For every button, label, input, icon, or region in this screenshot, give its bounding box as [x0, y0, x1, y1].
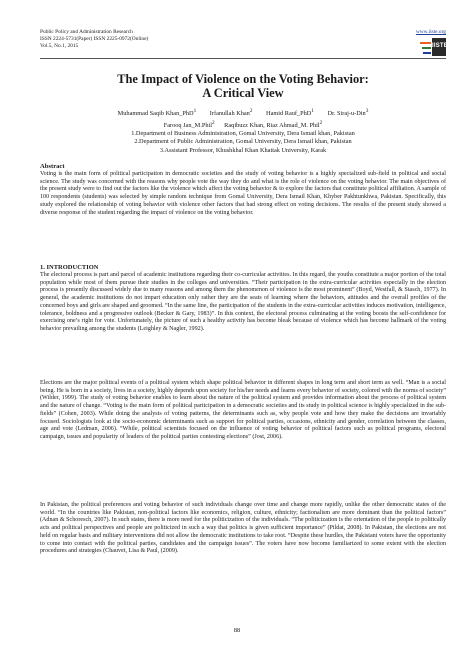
- journal-url-link[interactable]: www.iiste.org: [415, 29, 446, 35]
- author-sup: 2: [211, 119, 215, 126]
- author-sup: 3: [365, 108, 369, 114]
- abstract-heading: Abstract: [40, 163, 65, 170]
- intro-paragraph-2: Elections are the major political events of a political system which shape political behavior in different shapes in long term and short term as well. “Man is a social being. He is born in a society, lives in a society, highly depends upon society for his/her needs and learns every behavior of society, colored with the norms of society” (Wilder, 1999). The study of voting behavior enables to learn about the nature of the political system and provides information about the process of political system and the nature of change. “Voting is the main form of political participation in a democratic societies and its study in political science is highly specialized in the sub-fields” (Cohen, 2003). While doing the analysis of voting patterns, the determinants such as, why people vote and how they make the decisions are invariably focused. Sociologists look at the socio-economic determinants such as support for political parties, occasions, ethnicity and gender, correlation between the classes, age and vote (Ledman, 2006). “While, political scientists focused on the influence of voting behavior of political factors such as political programs, electoral campaign, issues and popularity of leaders of the political parties contesting elections” (Jost, 2006).: [40, 380, 446, 440]
- page-number: 88: [233, 627, 241, 634]
- journal-issn: ISSN 2224-5731(Paper) ISSN 2225-0972(Online): [40, 36, 149, 42]
- author-name: Irfanullah Khan: [209, 110, 250, 118]
- author-block: [40, 107, 446, 155]
- affiliation-3: 3.Assistant Professor, Khushkhal Khan Khattak University, Karak: [159, 146, 327, 154]
- section-heading-introduction: 1. INTRODUCTION: [40, 264, 99, 271]
- author-name: Raqibuzz Khan, Riaz Ahmad_M. Phil: [224, 121, 320, 129]
- author-sup: 1: [193, 108, 197, 114]
- author-sup: 1: [311, 108, 314, 114]
- logo-text: IISTE: [432, 43, 449, 49]
- abstract-text: Voting is the main form of political participation in democratic societies and the study of voting behavior is a highly specialized sub-field in political and social science. The study was concerned with the reasons why people vote the way they do and what is the role of violence on the voting behavior. The main objectives of the present study were to find out the factors like the violence which affect the voting behavior & to explore the factors that constitute political affiliation. A sample of 100 respondents (students) was selected by simple random technique from Gomal University, Dera Ismail Khan, Khyber Pakhtunkhwa, Pakistan. Specifically, this study explored the relationship of voting behavior with violence other factors that had strong effect on voting decisions. The results of the present study showed a diverse response of the student regarding the impact of violence on the voting behavior.: [40, 171, 446, 216]
- author-name: Hamid Rauf_PhD: [266, 110, 312, 118]
- affiliation-1: 1.Department of Business Administration, Gomal University, Dera Ismail khan, Pakistan: [131, 130, 355, 137]
- journal-header: [40, 29, 148, 50]
- author-row-1: [40, 107, 446, 119]
- journal-volume: Vol.5, No.1, 2015: [40, 43, 79, 49]
- header-divider: [40, 58, 446, 59]
- journal-url-block: [416, 29, 446, 36]
- title-line-2: A Critical View: [202, 86, 284, 100]
- author-name: Dr. Siraj-u-Din: [327, 110, 366, 118]
- author-name: Farooq Jan_M.Phil: [163, 121, 212, 129]
- author-sup: 2: [249, 108, 253, 114]
- affiliation-2: 2.Department of Public Administration, Gomal University, Dera Ismail khan, Pakistan: [134, 138, 352, 146]
- journal-name: Public Policy and Administration Research: [40, 29, 133, 35]
- iiste-logo: [420, 38, 449, 58]
- paper-title: [40, 72, 446, 100]
- title-line-1: The Impact of Violence on the Voting Behavior:: [117, 72, 369, 86]
- intro-paragraph-1: The electoral process is part and parcel of academic institutions regarding their co-curricular activities. In this regard, the youths constitute a major portion of the total population while most of them pursue their studies in the colleges and universities. “Their participation in the extra-curricular activities especially in the election process is presently discussed widely due to many reasons and among them the phenomenon of violence is the most prominent” (Boyd, Westfall, & Stasch, 1977). In general, the academic institutions do not impart education only rather they are the seats of learning where the behaviors, attitudes and the overall profiles of the concerned boys and girls are shaped and groomed. “In the same line, the participation of the students in the extra-curricular activities induces motivation, intelligence, tolerance, boldness and a progressive outlook (Becker & Gary, 1983)”. In this context, the electoral process culminating at the voting boosts the self-confidence for exercising one’s right for vote. Unfortunately, the picture of such a healthy activity has become bleak because of violence which has become hallmark of the voting behavior prevailing among the students (Leighley & Nagler, 1992).: [40, 272, 446, 332]
- author-row-2: [40, 119, 446, 131]
- author-name: Muhammad Saqib Khan_PhD: [117, 110, 194, 118]
- intro-paragraph-3: In Pakistan, the political preferences and voting behavior of such individuals change over time and change more rapidly, unlike the other democratic states of the world. “In the countries like Pakistan, non-political factors like economics, religion, culture, ethnicity; factionalism are more dominant than the political factors” (Adnan & Schoresch, 2007). In such states, there is more need for the politicization of the individuals. “The politicization is the orientation of the people to politically acts and political perspectives and people are politicized in such a way that politics is given sufficient importance” (Pildat, 2008). In Pakistan, the elections are not held on regular basis and military interventions did not allow the democratic institutions to take root. “Despite these hurdles, the Pakistani voters have the opportunity to come into contact with the political parties, candidates and the campaign issues”. The voters have now become familiarized to some extent with the election procedures and strategies (Chauvet, Lisa & Paul, (2009).: [40, 502, 446, 555]
- author-sup: 2: [319, 119, 323, 126]
